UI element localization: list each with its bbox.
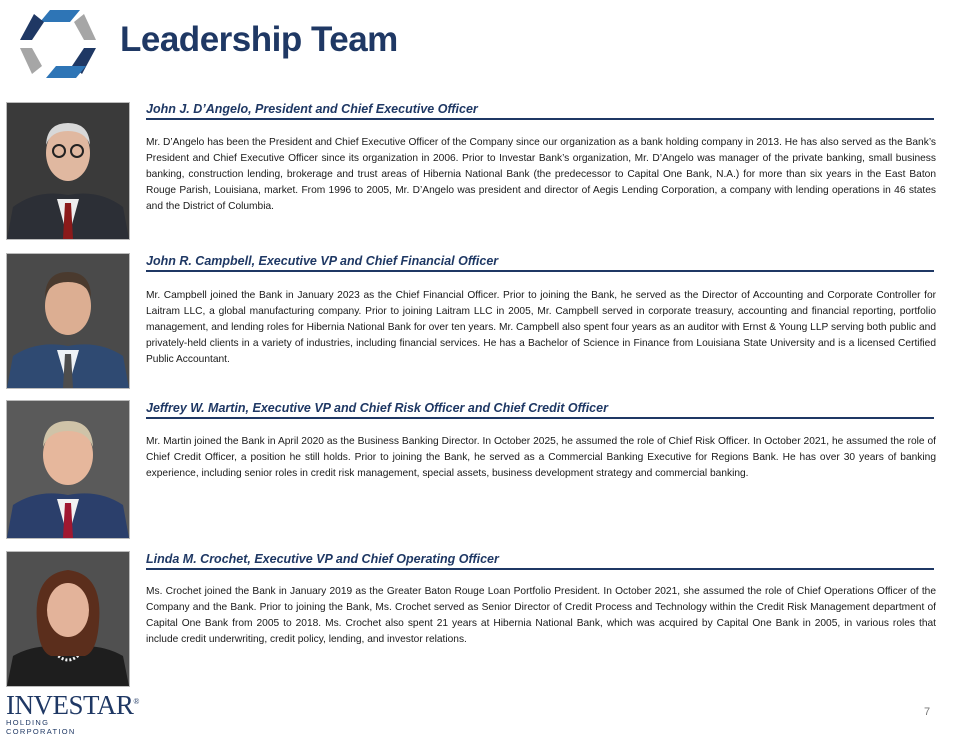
company-logo-mark — [8, 4, 108, 84]
investar-footer-logo — [6, 689, 139, 736]
bio-heading-crochet: Linda M. Crochet, Executive VP and Chief Operating Officer — [146, 552, 934, 570]
headshot-photo-crochet — [6, 551, 130, 687]
footer-logo-wordmark: INVESTAR® — [6, 690, 139, 720]
bio-heading-martin: Jeffrey W. Martin, Executive VP and Chief Risk Officer and Chief Credit Officer — [146, 401, 934, 419]
footer-logo-subtext: HOLDING CORPORATION — [6, 718, 76, 736]
page-title: Leadership Team — [120, 20, 398, 59]
bio-text-campbell: Mr. Campbell joined the Bank in January 2023 as the Chief Financial Officer. Prior to joining the Bank, he served as the Director of Accounting and Corporate Controller for Laitram LLC, a global manufacturing company. Prior to joining Laitram LLC in 2005, Mr. Campbell served in corporate treasury, accounting and financial reporting, portfolio management, and lending roles for Hibernia National Bank for over ten years. Mr. Campbell also spent four years as an auditor with Ernst & Young LLP serving both public and privately-held clients in a variety of industries, including financial services. He has a Bachelor of Science in Finance from Louisiana State University and is a licensed Certified Public Accountant. — [146, 290, 936, 365]
bio-heading-campbell: John R. Campbell, Executive VP and Chief Financial Officer — [146, 254, 934, 272]
bio-text-crochet: Ms. Crochet joined the Bank in January 2019 as the Greater Baton Rouge Loan Portfolio President. In October 2021, she assumed the role of Chief Operations Officer of the Company and the Bank. Prior to joining the Bank, Ms. Crochet served as Senior Director of Credit Process and Technology within the Credit Risk Management department of Capital One Bank from 2005 to 2018. Ms. Crochet also spent 21 years at Hibernia National Bank, which was acquired by Capital One Bank in 2005, in various roles that include credit underwriting, credit policy, lending, and investor relations. — [146, 586, 936, 645]
bio-text-martin: Mr. Martin joined the Bank in April 2020 as the Business Banking Director. In October 2025, he assumed the role of Chief Risk Officer. In October 2021, he assumed the role of Chief Credit Officer, a position he still holds. Prior to joining the Bank, he served as a Commercial Banking Executive for Regions Bank. He has over 30 years of banking experience, including senior roles in credit risk management, special assets, business development strategy and commercial banking. — [146, 436, 936, 479]
bio-heading-dangelo: John J. D’Angelo, President and Chief Executive Officer — [146, 102, 934, 120]
headshot-photo-martin — [6, 400, 130, 539]
headshot-photo-campbell — [6, 253, 130, 389]
page-number: 7 — [924, 706, 931, 718]
headshot-photo-dangelo — [6, 102, 130, 240]
bio-text-dangelo: Mr. D’Angelo has been the President and Chief Executive Officer of the Company since our organization as a bank holding company in 2013. He has also served as the Bank’s President and Chief Executive Officer since its organization in 2006. Prior to Investar Bank’s organization, Mr. D’Angelo was manager of the private banking, small business banking, construction lending, brokerage and trust areas of Hibernia National Bank (the predecessor to Capital One Bank, N.A.) for more than six years in the East Baton Rouge Parish, Louisiana, market. From 1996 to 2005, Mr. D’Angelo was president and director of Aegis Lending Corporation, a company with lending operations in 46 states and the District of Columbia. — [146, 137, 936, 212]
